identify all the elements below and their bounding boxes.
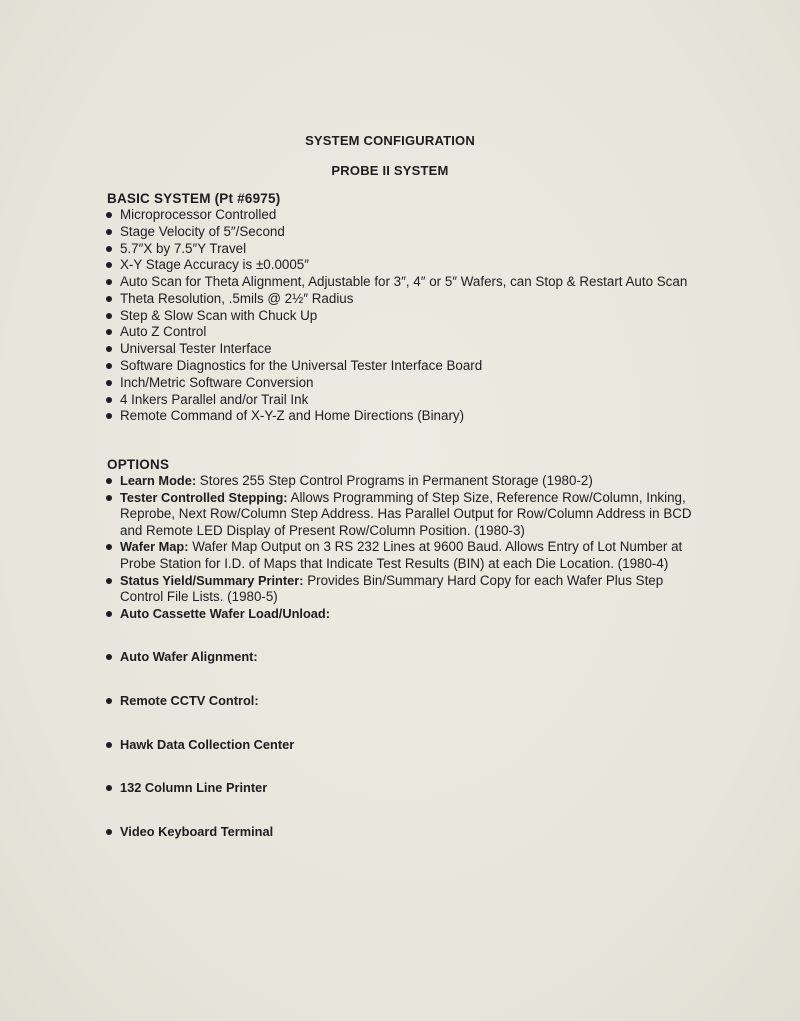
list-item: Microprocessor Controlled <box>106 207 696 224</box>
bullet-icon <box>106 279 112 285</box>
option-item-auto-cassette: Auto Cassette Wafer Load/Unload: <box>106 606 696 623</box>
list-item: 4 Inkers Parallel and/or Trail Ink <box>106 392 696 409</box>
option-item-tester-controlled-stepping: Tester Controlled Stepping: Allows Programming of Step Size, Reference Row/Column, Inking, Reprobe, Next Row/Column Step Address. Has Parallel Output for Row/Column Address in BCD and Remote LED Display of Present Row/Column Position. (1980-3) <box>106 490 696 540</box>
option-item-hawk-data: Hawk Data Collection Center <box>106 737 696 754</box>
bullet-icon <box>106 329 112 335</box>
option-item-auto-wafer-alignment: Auto Wafer Alignment: <box>106 649 696 666</box>
bullet-icon <box>106 698 112 704</box>
list-item: Inch/Metric Software Conversion <box>106 375 696 392</box>
basic-system-heading: BASIC SYSTEM (Pt #6975) <box>107 191 281 206</box>
bullet-icon <box>106 246 112 252</box>
options-list <box>106 473 696 840</box>
list-item: Auto Z Control <box>106 324 696 341</box>
list-item: Universal Tester Interface <box>106 341 696 358</box>
bullet-icon <box>106 363 112 369</box>
option-item-remote-cctv: Remote CCTV Control: <box>106 693 696 710</box>
bullet-icon <box>106 262 112 268</box>
list-item: 5.7″X by 7.5″Y Travel <box>106 241 696 258</box>
bullet-icon <box>106 413 112 419</box>
bullet-icon <box>106 478 112 484</box>
bullet-icon <box>106 654 112 660</box>
bullet-icon <box>106 346 112 352</box>
bullet-icon <box>106 544 112 550</box>
bullet-icon <box>106 296 112 302</box>
option-item-learn-mode: Learn Mode: Stores 255 Step Control Programs in Permanent Storage (1980-2) <box>106 473 696 490</box>
page-subtitle: PROBE II SYSTEM <box>331 163 449 178</box>
option-item-video-terminal: Video Keyboard Terminal <box>106 824 696 841</box>
option-item-line-printer: 132 Column Line Printer <box>106 780 696 797</box>
basic-system-list <box>106 207 696 425</box>
bullet-icon <box>106 578 112 584</box>
list-item: X-Y Stage Accuracy is ±0.0005″ <box>106 257 696 274</box>
bullet-icon <box>106 785 112 791</box>
list-item: Stage Velocity of 5″/Second <box>106 224 696 241</box>
list-item: Software Diagnostics for the Universal Tester Interface Board <box>106 358 696 375</box>
list-item: Theta Resolution, .5mils @ 2½″ Radius <box>106 291 696 308</box>
list-item: Remote Command of X-Y-Z and Home Directions (Binary) <box>106 408 696 425</box>
page-title: SYSTEM CONFIGURATION <box>305 133 475 148</box>
bullet-icon <box>106 397 112 403</box>
option-item-status-printer: Status Yield/Summary Printer: Provides Bin/Summary Hard Copy for each Wafer Plus Step Control File Lists. (1980-5) <box>106 573 696 606</box>
bullet-icon <box>106 829 112 835</box>
list-item: Step & Slow Scan with Chuck Up <box>106 308 696 325</box>
bullet-icon <box>106 229 112 235</box>
bullet-icon <box>106 742 112 748</box>
bullet-icon <box>106 611 112 617</box>
options-heading: OPTIONS <box>107 457 170 472</box>
option-item-wafer-map: Wafer Map: Wafer Map Output on 3 RS 232 Lines at 9600 Baud. Allows Entry of Lot Number at Probe Station for I.D. of Maps that Indicate Test Results (BIN) at each Die Location. (1980-4) <box>106 539 696 572</box>
list-item: Auto Scan for Theta Alignment, Adjustable for 3″, 4″ or 5″ Wafers, can Stop & Restart Auto Scan <box>106 274 696 291</box>
bullet-icon <box>106 495 112 501</box>
bullet-icon <box>106 212 112 218</box>
bullet-icon <box>106 380 112 386</box>
bullet-icon <box>106 313 112 319</box>
